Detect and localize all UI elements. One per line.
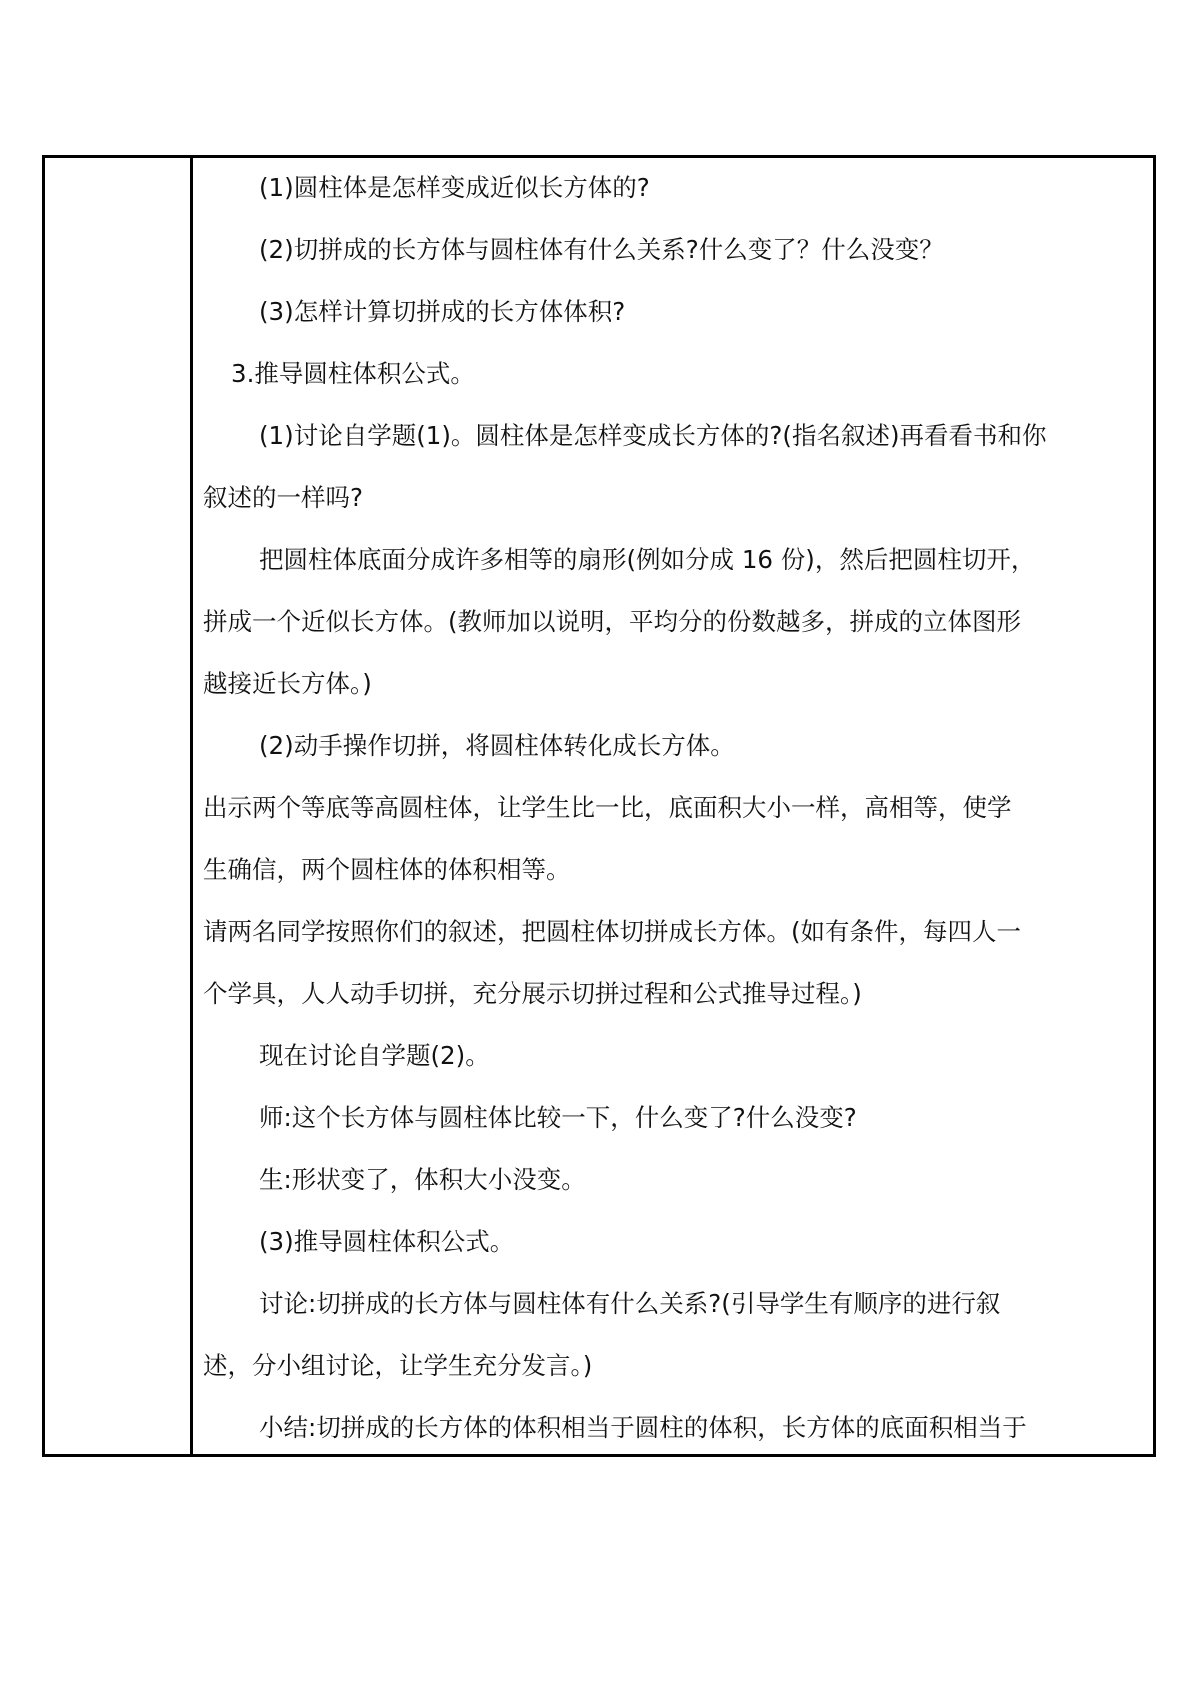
text-line: (1)讨论自学题(1)。圆柱体是怎样变成长方体的?(指名叙述)再看看书和你 (259, 421, 1047, 450)
text-line: 述，分小组讨论，让学生充分发言。) (203, 1351, 593, 1380)
text-line: 叙述的一样吗? (203, 483, 364, 512)
text-line: 出示两个等底等高圆柱体，让学生比一比，底面积大小一样，高相等，使学 (203, 793, 1012, 822)
text-line: (2)动手操作切拼，将圆柱体转化成长方体。 (259, 731, 735, 760)
text-line: 拼成一个近似长方体。(教师加以说明，平均分的份数越多，拼成的立体图形 (203, 607, 1022, 636)
text-line: 现在讨论自学题(2)。 (259, 1041, 490, 1070)
text-line: (3)怎样计算切拼成的长方体体积? (259, 297, 626, 326)
text-line: (2)切拼成的长方体与圆柱体有什么关系?什么变了？什么没变？ (259, 235, 944, 264)
text-line: 讨论:切拼成的长方体与圆柱体有什么关系?(引导学生有顺序的进行叙 (259, 1289, 1001, 1318)
text-line: 师:这个长方体与圆柱体比较一下，什么变了?什么没变? (259, 1103, 857, 1132)
text-line: 把圆柱体底面分成许多相等的扇形(例如分成 16 份)，然后把圆柱切开， (259, 545, 1036, 574)
text-line: 3.推导圆柱体积公式。 (231, 359, 475, 388)
lesson-table (42, 155, 1156, 1457)
text-line: 个学具，人人动手切拼，充分展示切拼过程和公式推导过程。) (203, 979, 862, 1008)
text-line: 生:形状变了，体积大小没变。 (259, 1165, 586, 1194)
text-line: 越接近长方体。) (203, 669, 372, 698)
text-line: 请两名同学按照你们的叙述，把圆柱体切拼成长方体。(如有条件，每四人一 (203, 917, 1022, 946)
text-line: (3)推导圆柱体积公式。 (259, 1227, 515, 1256)
table-left-column (45, 158, 193, 1454)
text-line: 生确信，两个圆柱体的体积相等。 (203, 855, 571, 884)
text-line: (1)圆柱体是怎样变成近似长方体的? (259, 173, 650, 202)
table-content-cell (193, 158, 1153, 1454)
text-line: 小结:切拼成的长方体的体积相当于圆柱的体积，长方体的底面积相当于 (259, 1413, 1027, 1442)
